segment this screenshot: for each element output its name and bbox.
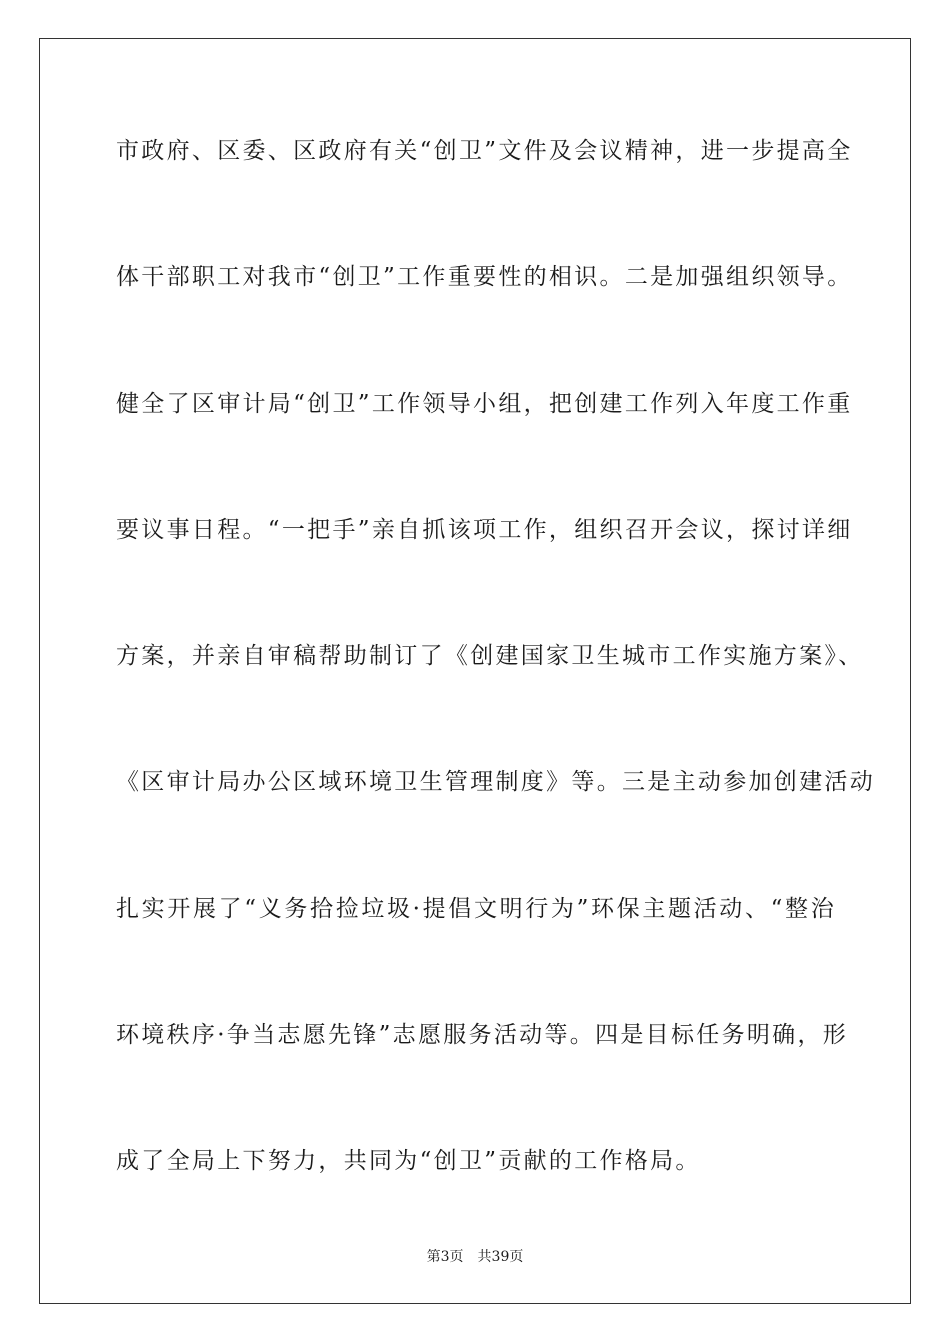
text-line-4: 要议事日程。“一把手”亲自抓该项工作，组织召开会议，探讨详细 — [116, 516, 853, 543]
page-footer — [0, 1246, 950, 1266]
text-line-7: 扎实开展了“义务拾捡垃圾·提倡文明行为”环保主题活动、“整治 — [116, 895, 836, 922]
text-line-2: 体干部职工对我市“创卫”工作重要性的相识。二是加强组织领导。 — [116, 264, 853, 291]
text-line-5: 方案，并亲自审稿帮助制订了《创建国家卫生城市工作实施方案》、 — [116, 643, 864, 670]
page-total: 共39页 — [477, 1249, 524, 1265]
text-line-1: 市政府、区委、区政府有关“创卫”文件及会议精神，进一步提高全 — [116, 138, 853, 164]
page-number: 第3页 — [426, 1249, 464, 1265]
text-line-9: 成了全局上下努力，共同为“创卫”贡献的工作格局。 — [116, 1148, 701, 1175]
text-line-8: 环境秩序·争当志愿先锋”志愿服务活动等。四是目标任务明确，形 — [116, 1022, 849, 1049]
document-body — [116, 120, 875, 1257]
text-line-3: 健全了区审计局“创卫”工作领导小组，把创建工作列入年度工作重 — [116, 390, 853, 417]
text-line-6: 《区审计局办公区域环境卫生管理制度》等。三是主动参加创建活动 — [116, 769, 875, 796]
